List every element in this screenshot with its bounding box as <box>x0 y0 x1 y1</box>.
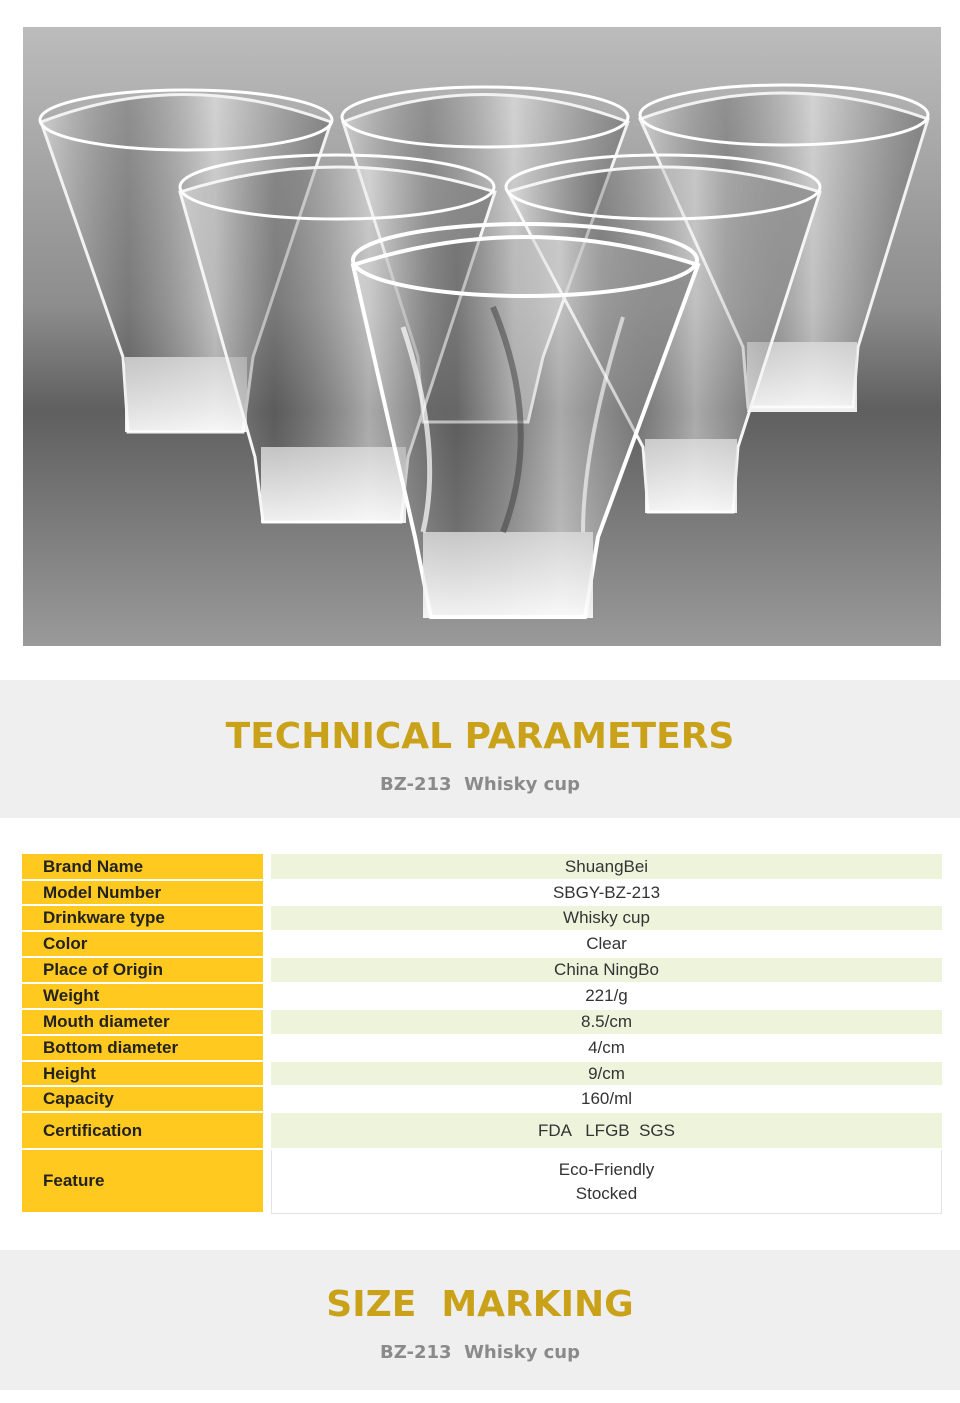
whisky-glasses-illustration <box>23 27 941 646</box>
row-label: Color <box>22 932 263 958</box>
row-label: Capacity <box>22 1087 263 1113</box>
row-label: Place of Origin <box>22 958 263 984</box>
row-value: 9/cm <box>271 1062 942 1087</box>
row-label: Drinkware type <box>22 906 263 932</box>
row-value: China NingBo <box>271 958 942 984</box>
feature-value: Eco-Friendly <box>558 1159 655 1179</box>
row-label: Weight <box>22 984 263 1010</box>
row-label: Bottom diameter <box>22 1036 263 1062</box>
table-row <box>22 1062 942 1087</box>
row-value: 4/cm <box>271 1036 942 1062</box>
section-subtitle: BZ-213 Whisky cup <box>380 774 580 795</box>
table-row <box>22 881 942 906</box>
feature-values <box>271 1150 942 1214</box>
row-label: Feature <box>22 1150 263 1214</box>
table-row <box>22 1150 942 1214</box>
row-value: 221/g <box>271 984 942 1010</box>
table-row <box>22 1087 942 1113</box>
table-row <box>22 906 942 932</box>
section-title: SIZE MARKING <box>326 1284 634 1325</box>
section-title: TECHNICAL PARAMETERS <box>225 716 735 757</box>
row-value: Clear <box>271 932 942 958</box>
section-subtitle: BZ-213 Whisky cup <box>380 1342 580 1363</box>
row-label: Model Number <box>22 881 263 906</box>
table-row <box>22 958 942 984</box>
row-value: ShuangBei <box>271 854 942 881</box>
table-row <box>22 984 942 1010</box>
table-row <box>22 1010 942 1036</box>
row-label: Brand Name <box>22 854 263 881</box>
technical-parameters-header <box>0 680 960 818</box>
row-value: 8.5/cm <box>271 1010 942 1036</box>
table-row <box>22 854 942 881</box>
size-marking-header <box>0 1250 960 1390</box>
row-label: Height <box>22 1062 263 1087</box>
row-value: SBGY-BZ-213 <box>271 881 942 906</box>
row-label: Certification <box>22 1113 263 1150</box>
table-row <box>22 932 942 958</box>
parameters-table <box>22 854 942 1214</box>
row-label: Mouth diameter <box>22 1010 263 1036</box>
product-photo <box>23 27 941 646</box>
table-row <box>22 1113 942 1150</box>
feature-value: Stocked <box>575 1183 638 1203</box>
table-row <box>22 1036 942 1062</box>
row-value: 160/ml <box>271 1087 942 1113</box>
row-value: FDA LFGB SGS <box>271 1113 942 1150</box>
row-value: Whisky cup <box>271 906 942 932</box>
